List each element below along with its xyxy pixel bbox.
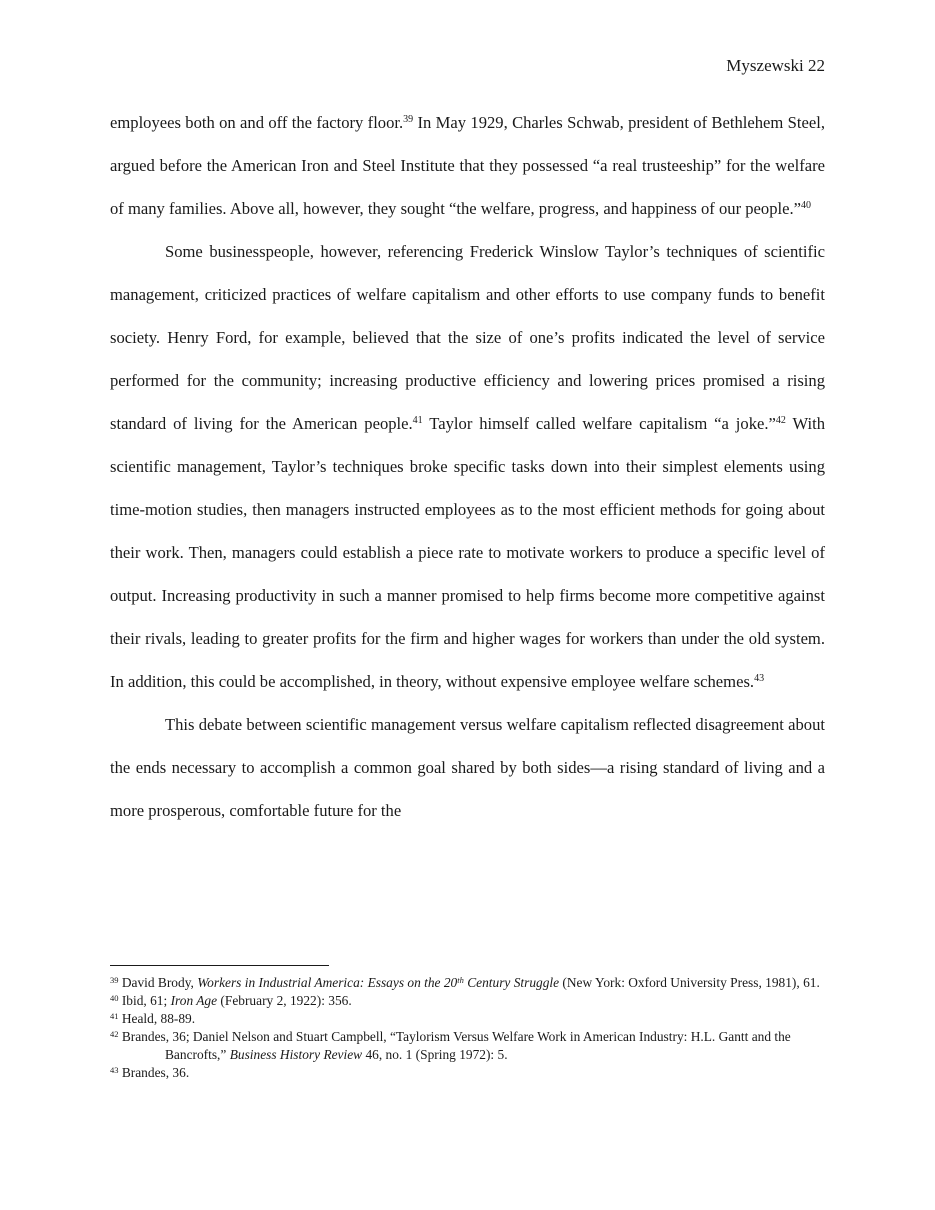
footnote-title: Iron Age xyxy=(170,993,218,1008)
paragraph-2-text-3: With scientific management, Taylor’s techniques broke specific tasks down into their simplest elements using time-motion studies, then managers instructed employees as to the most efficient methods for going about their work. Then, managers could establish a piece rate to motivate workers to produce a specific level of output. Increasing productivity in such a manner promised to help firms become more competitive against their rivals, leading to greater profits for the firm and higher wages for workers than under the old system. In addition, this could be accomplished, in theory, without expensive employee welfare schemes. xyxy=(110,414,826,691)
footnote-text-end: 46, no. 1 (Spring 1972): 5. xyxy=(362,1047,508,1062)
paragraph-3 xyxy=(110,703,825,832)
footnote-text-end: (New York: Oxford University Press, 1981), 61. xyxy=(559,975,820,990)
footnote-ref-41: 41 xyxy=(412,415,423,426)
footnote-39 xyxy=(110,974,825,992)
footnote-text-end: (February 2, 1922): 356. xyxy=(217,993,352,1008)
footnote-separator xyxy=(110,965,329,966)
footnote-text: Brandes, 36; Daniel Nelson and Stuart Campbell, “Taylorism Versus Welfare Work in American Industry: H.L. Gantt and the Bancrofts,” xyxy=(118,1029,791,1062)
footnote-title-superscript: th xyxy=(457,975,464,985)
footnote-number: 39 xyxy=(110,975,119,985)
footnotes xyxy=(110,974,825,1082)
footnote-number: 43 xyxy=(110,1065,119,1075)
footnote-title xyxy=(197,975,559,990)
footnote-ref-42: 42 xyxy=(775,415,786,426)
footnote-text: David Brody, xyxy=(118,975,198,990)
footnote-ref-40: 40 xyxy=(801,200,811,211)
paragraph-2-text-2: Taylor himself called welfare capitalism “a joke.” xyxy=(422,414,776,433)
footnote-40 xyxy=(110,992,825,1010)
footnote-text: Ibid, 61; xyxy=(118,993,171,1008)
body-text xyxy=(110,101,825,832)
footnote-text: Heald, 88-89. xyxy=(118,1011,196,1026)
footnote-title-part-2: Century Struggle xyxy=(463,975,560,990)
footnote-41 xyxy=(110,1010,825,1028)
footnote-number: 41 xyxy=(110,1011,119,1021)
footnote-text: Brandes, 36. xyxy=(118,1065,190,1080)
footnote-number: 42 xyxy=(110,1029,119,1039)
running-head: Myszewski 22 xyxy=(726,56,825,75)
paragraph-1-text-2: In May 1929, Charles Schwab, president of Bethlehem Steel, argued before the American Iron and Steel Institute that they possessed “a real trusteeship” for the welfare of many families. Above all, however, they sought “the welfare, progress, and happiness of our people.” xyxy=(110,113,825,218)
footnote-ref-43: 43 xyxy=(754,673,765,684)
footnote-title-part-1: Workers in Industrial America: Essays on the 20 xyxy=(197,975,458,990)
paragraph-1-text-1: employees both on and off the factory floor. xyxy=(110,113,404,132)
paragraph-2-text-1: Some businesspeople, however, referencing Frederick Winslow Taylor’s techniques of scientific management, criticized practices of welfare capitalism and other efforts to use company funds to benefit society. Henry Ford, for example, believed that the size of one’s profits indicated the level of service performed for the community; increasing productive efficiency and lowering prices promised a rising standard of living for the American people. xyxy=(110,242,825,433)
footnote-title: Business History Review xyxy=(229,1047,363,1062)
paragraph-3-text-1: This debate between scientific management versus welfare capitalism reflected disagreement about the ends necessary to accomplish a common goal shared by both sides—a rising standard of living and a more prosperous, comfortable future for the xyxy=(110,715,825,820)
footnote-43 xyxy=(110,1064,825,1082)
paragraph-1 xyxy=(110,101,825,230)
footnote-ref-39: 39 xyxy=(403,114,414,125)
paragraph-2 xyxy=(110,230,825,703)
footnote-42 xyxy=(110,1028,825,1064)
footnote-number: 40 xyxy=(110,993,119,1003)
